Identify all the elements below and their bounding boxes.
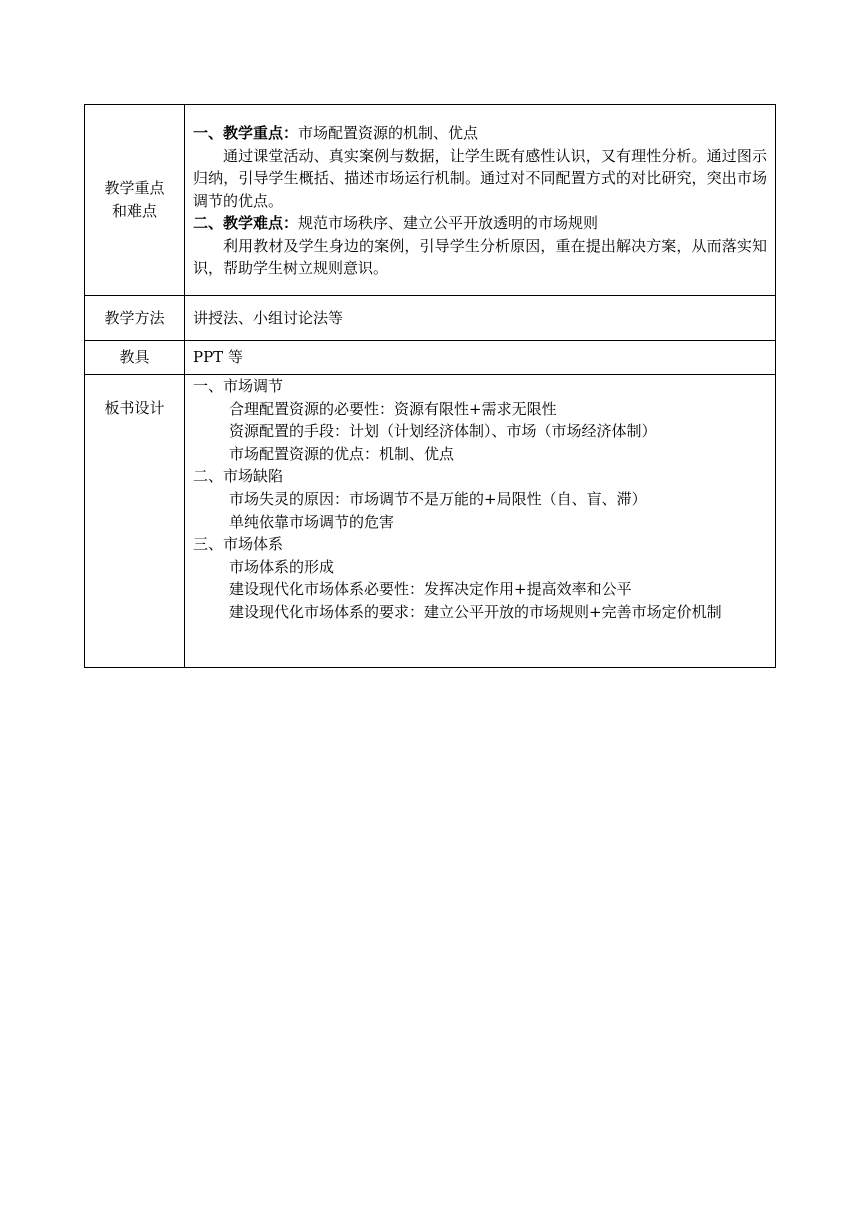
board-section-item: 市场失灵的原因：市场调节不是万能的+局限性（自、盲、滞） [229, 489, 647, 508]
focus-label-line2: 和难点 [111, 202, 157, 220]
board-section-item: 建设现代化市场体系必要性：发挥决定作用+提高效率和公平 [229, 580, 632, 599]
focus-content-cell [185, 105, 776, 296]
key-point-text: 市场配置资源的机制、优点 [298, 123, 479, 142]
tools-row [85, 341, 776, 375]
difficulty-heading: 二、教学难点： [193, 214, 299, 233]
method-row [85, 296, 776, 341]
method-label: 教学方法 [85, 296, 185, 341]
board-section-item: 市场配置资源的优点：机制、优点 [229, 444, 455, 463]
board-section-heading: 三、市场体系 [193, 535, 284, 554]
board-section-item: 市场体系的形成 [229, 557, 335, 576]
lesson-plan-table [84, 104, 776, 668]
board-row [85, 375, 776, 668]
board-section-item: 单纯依靠市场调节的危害 [229, 512, 395, 531]
focus-label-line1: 教学重点 [104, 179, 165, 198]
tools-label: 教具 [85, 341, 185, 375]
focus-row [85, 105, 776, 296]
difficulty-body: 利用教材及学生身边的案例，引导学生分析原因，重在提出解决方案，从而落实知识，帮助学生树立规则意识。 [193, 236, 767, 278]
board-section-item: 合理配置资源的必要性：资源有限性+需求无限性 [229, 399, 557, 418]
board-section-heading: 一、市场调节 [193, 377, 284, 395]
board-section-item: 建设现代化市场体系的要求：建立公平开放的市场规则+完善市场定价机制 [229, 602, 722, 621]
method-text: 讲授法、小组讨论法等 [185, 296, 776, 341]
key-point-heading: 一、教学重点： [193, 123, 299, 142]
tools-text: PPT 等 [185, 341, 776, 375]
board-section-heading: 二、市场缺陷 [193, 467, 284, 486]
focus-label-cell [85, 105, 185, 296]
board-content-cell [185, 375, 776, 668]
difficulty-text: 规范市场秩序、建立公平开放透明的市场规则 [298, 214, 599, 233]
board-label: 板书设计 [85, 375, 185, 668]
board-section-item: 资源配置的手段：计划（计划经济体制）、市场（市场经济体制） [229, 422, 657, 441]
key-point-body: 通过课堂活动、真实案例与数据，让学生既有感性认识，又有理性分析。通过图示归纳，引导学生概括、描述市场运行机制。通过对不同配置方式的对比研究，突出市场调节的优点。 [193, 146, 767, 210]
